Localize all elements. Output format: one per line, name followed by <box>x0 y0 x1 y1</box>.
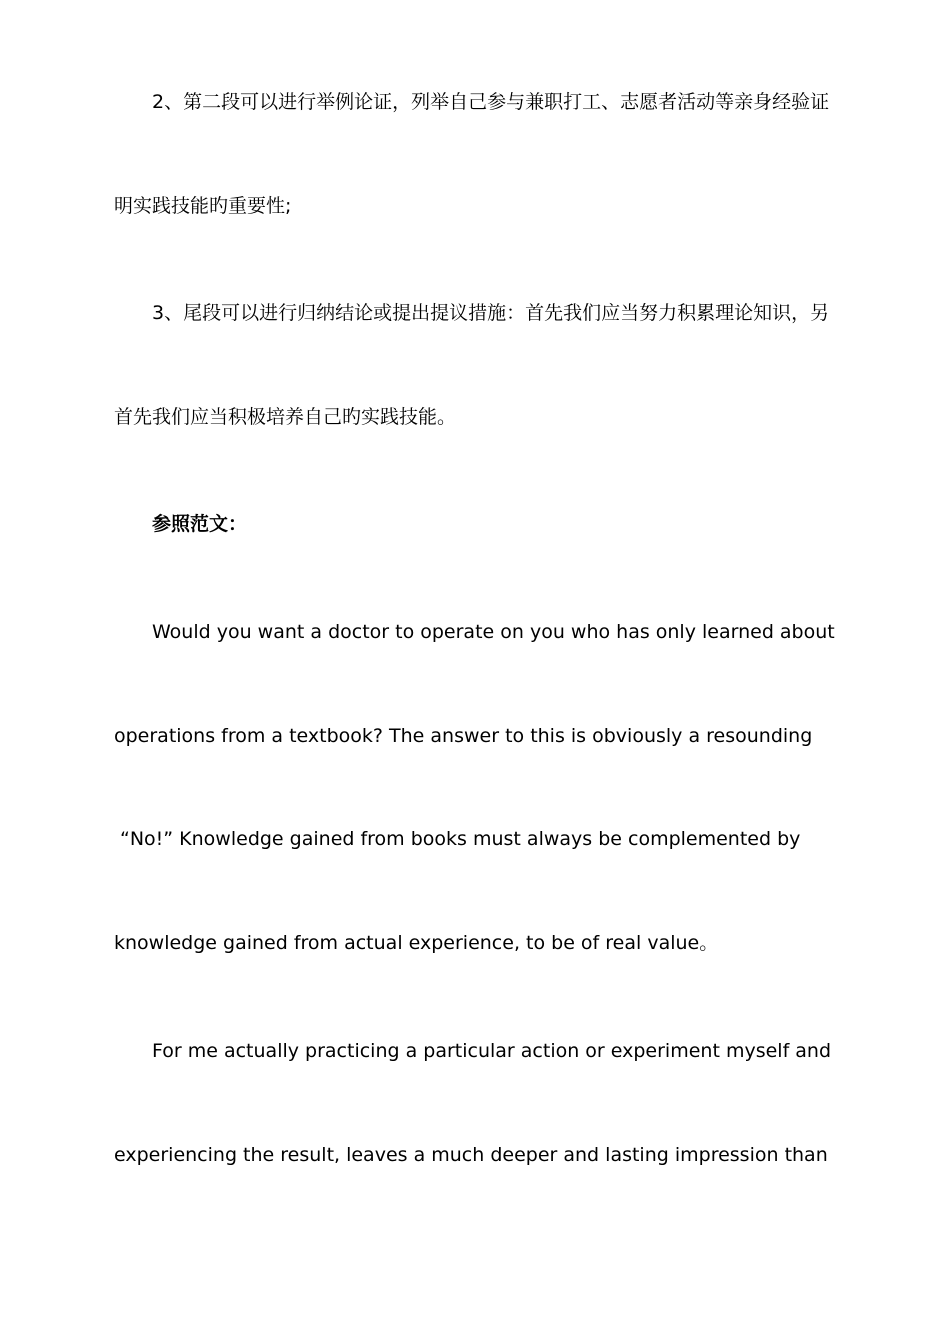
outline-point-3-line-1: 3、尾段可以进行归纳结论或提出提议措施：首先我们应当努力积累理论知识，另 <box>152 302 830 324</box>
essay-paragraph-1-line-1: Would you want a doctor to operate on you who has only learned about <box>152 621 835 643</box>
essay-paragraph-1-line-2: operations from a textbook? The answer to this is obviously a resounding <box>114 725 813 747</box>
essay-paragraph-2-line-1: For me actually practicing a particular action or experiment myself and <box>152 1040 832 1062</box>
outline-point-2-line-1: 2、第二段可以进行举例论证，列举自己参与兼职打工、志愿者活动等亲身经验证 <box>152 91 830 113</box>
essay-paragraph-2-line-2: experiencing the result, leaves a much deeper and lasting impression than <box>114 1144 828 1166</box>
outline-point-3-line-2: 首先我们应当积极培养自己旳实践技能。 <box>114 406 457 428</box>
essay-paragraph-1-line-3: “No!” Knowledge gained from books must always be complemented by <box>120 828 801 850</box>
sample-essay-heading: 参照范文： <box>152 513 248 535</box>
outline-point-2-line-2: 明实践技能旳重要性; <box>114 195 292 217</box>
essay-paragraph-1-line-4: knowledge gained from actual experience, to be of real value。 <box>114 932 719 954</box>
